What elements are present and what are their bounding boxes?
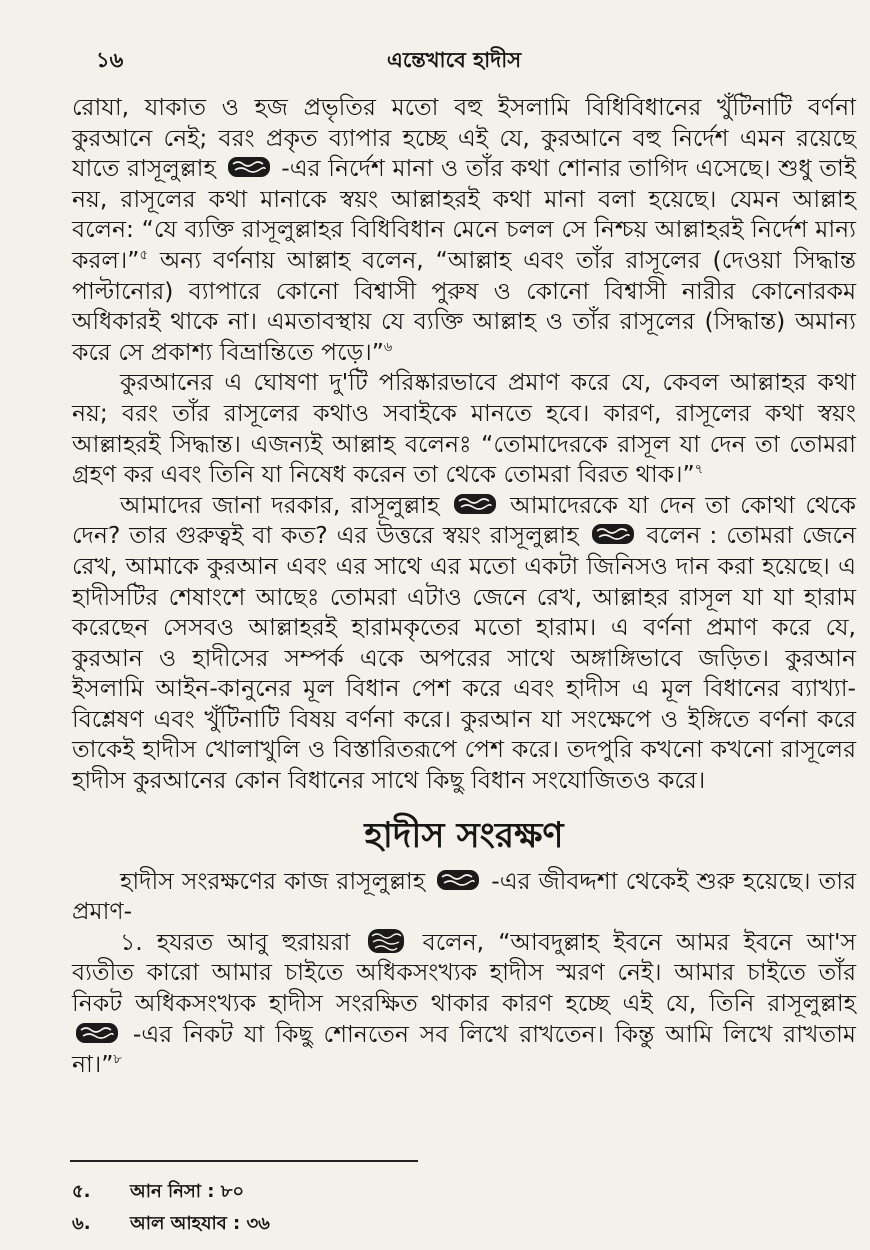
paragraph-4-text-b: -এর জীবদ্দশা থেকেই শুরু হয়েছে। তার প্রমাণ- — [72, 866, 856, 926]
paragraph-4 — [72, 866, 856, 927]
footnote-number: ৬. — [72, 1213, 91, 1234]
page-number: ১৬ — [96, 48, 124, 72]
footnote-ref-7[interactable]: ৭ — [694, 462, 704, 478]
footnote — [72, 1208, 632, 1240]
salawat-calligraphy-icon — [591, 523, 635, 545]
paragraph-3-text-a: আমাদের জানা দরকার, রাসূলুল্লাহ — [120, 490, 440, 519]
salawat-calligraphy-icon — [75, 1022, 119, 1044]
footnote-text: আল আহযাব : ৩৬ — [130, 1213, 270, 1234]
salawat-calligraphy-icon — [227, 156, 271, 178]
paragraph-1 — [72, 92, 856, 367]
footnote-number: ৫. — [72, 1181, 91, 1202]
salawat-calligraphy-icon — [436, 869, 480, 891]
footnote — [72, 1176, 632, 1208]
paragraph-5-text-a: ১. হযরত আবু হুরায়রা — [120, 927, 351, 956]
radiallahu-anhu-calligraphy-icon — [367, 928, 405, 954]
paragraph-5-text-c: -এর নিকট যা কিছু শোনতেন সব লিখে রাখতেন। কিন্তু আমি লিখে রাখতাম না।” — [72, 1019, 856, 1079]
paragraph-4-text-a: হাদীস সংরক্ষণের কাজ রাসূলুল্লাহ — [120, 866, 426, 895]
paragraph-3-text-b: আমাদেরকে যা দেন তা কোথা থেকে দেন? তার গুরুত্বই বা কত? এর উত্তরে স্বয়ং রাসূলুল্লাহ — [72, 490, 856, 550]
footnotes — [72, 1176, 632, 1240]
paragraph-3 — [72, 490, 856, 796]
paragraph-5 — [72, 927, 856, 1080]
paragraph-1-text-b: -এর নির্দেশ মানা ও তাঁর কথা শোনার তাগিদ এসেছে। শুধু তাই নয়, রাসূলের কথা মানাকে স্বয়ং আল্লাহরই কথা মানা বলা হয়েছে। যেমন আল্লাহ বলেন: “যে ব্যক্তি রাসূলুল্লাহর বিধিবিধান মেনে চলল সে নিশ্চয় আল্লাহরই নির্দেশ মান্য করল।” — [72, 154, 856, 274]
paragraph-2-text: কুরআনের এ ঘোষণা দু'টি পরিষ্কারভাবে প্রমাণ করে যে, কেবল আল্লাহর কথা নয়; বরং তাঁর রাসূলের কথাও সবাইকে মানতে হবে। কারণ, রাসূলের কথা স্বয়ং আল্লাহরই সিদ্ধান্ত। এজন্যই আল্লাহ বলেনঃ “তোমাদেরকে রাসূল যা দেন তা তোমরা গ্রহণ কর এবং তিনি যা নিষেধ করেন তা থেকে তোমরা বিরত থাক।” — [72, 368, 856, 489]
running-header — [78, 44, 830, 78]
footnote-ref-8[interactable]: ৮ — [113, 1052, 122, 1068]
body-text — [72, 92, 856, 1080]
paragraph-1-text-a: রোযা, যাকাত ও হজ প্রভৃতির মতো বহু ইসলামি বিধিবিধানের খুঁটিনাটি বর্ণনা কুরআনে নেই; বরং প্রকৃত ব্যাপার হচ্ছে এই যে, কুরআনে বহু নির্দেশ এমন রয়েছে যাতে রাসূলুল্লাহ — [72, 93, 856, 183]
footnote-divider — [70, 1160, 418, 1162]
paragraph-3-text-c: বলেন : তোমরা জেনে রেখ, আমাকে কুরআন এবং এর সাথে এর মতো একটা জিনিসও দান করা হয়েছে। এ হাদীসটির শেষাংশে আছেঃ তোমরা এটাও জেনে রেখ, আল্লাহর রাসূল যা যা হারাম করেছেন সেসবও আল্লাহরই হারামকৃতের মতো হারাম। এ বর্ণনা প্রমাণ করে যে, কুরআন ও হাদীসের সম্পর্ক একে অপরের সাথে অঙ্গাঙ্গিভাবে জড়িত। কুরআন ইসলামি আইন-কানুনের মূল বিধান পেশ করে এবং হাদীস এ মূল বিধানের ব্যাখ্যা-বিশ্লেষণ এবং খুঁটিনাটি বিষয় বর্ণনা করে। কুরআন যা সংক্ষেপে ও ইঙ্গিতে বর্ণনা করে তাকেই হাদীস খোলাখুলি ও বিস্তারিতরূপে পেশ করে। তদপুরি কখনো কখনো রাসূলের হাদীস কুরআনের কোন বিধানের সাথে কিছু বিধান সংযোজিতও করে। — [72, 521, 856, 795]
footnote-text: আন নিসা : ৮০ — [130, 1181, 245, 1202]
section-heading: হাদীস সংরক্ষণ — [364, 815, 564, 856]
paragraph-2 — [72, 367, 856, 489]
paragraph-1-text-c: অন্য বর্ণনায় আল্লাহ বলেন, “আল্লাহ এবং তাঁর রাসূলের (দেওয়া সিদ্ধান্ত পাল্টানোর) ব্যাপারে কোনো বিশ্বাসী পুরুষ ও কোনো বিশ্বাসী নারীর কোনোরকম অধিকারই থাকে না। এমতাবস্থায় যে ব্যক্তি আল্লাহ ও তাঁর রাসূলের (সিদ্ধান্ত) অমান্য করে সে প্রকাশ্য বিভ্রান্তিতে পড়ে।” — [72, 245, 856, 366]
footnote-ref-6[interactable]: ৬ — [383, 339, 393, 355]
running-title: এন্তেখাবে হাদীস — [386, 48, 522, 72]
salawat-calligraphy-icon — [453, 493, 497, 515]
paragraph-5-text-b: বলেন, “আবদুল্লাহ ইবনে আমর ইবনে আ'স ব্যতীত কারো আমার চাইতে অধিকসংখ্যক হাদীস স্মরণ নেই। আমার চাইতে তাঁর নিকট অধিকসংখ্যক হাদীস সংরক্ষিত থাকার কারণ হচ্ছে এই যে, তিনি রাসূলুল্লাহ — [72, 927, 856, 1018]
footnote-ref-5[interactable]: ৫ — [139, 248, 148, 264]
